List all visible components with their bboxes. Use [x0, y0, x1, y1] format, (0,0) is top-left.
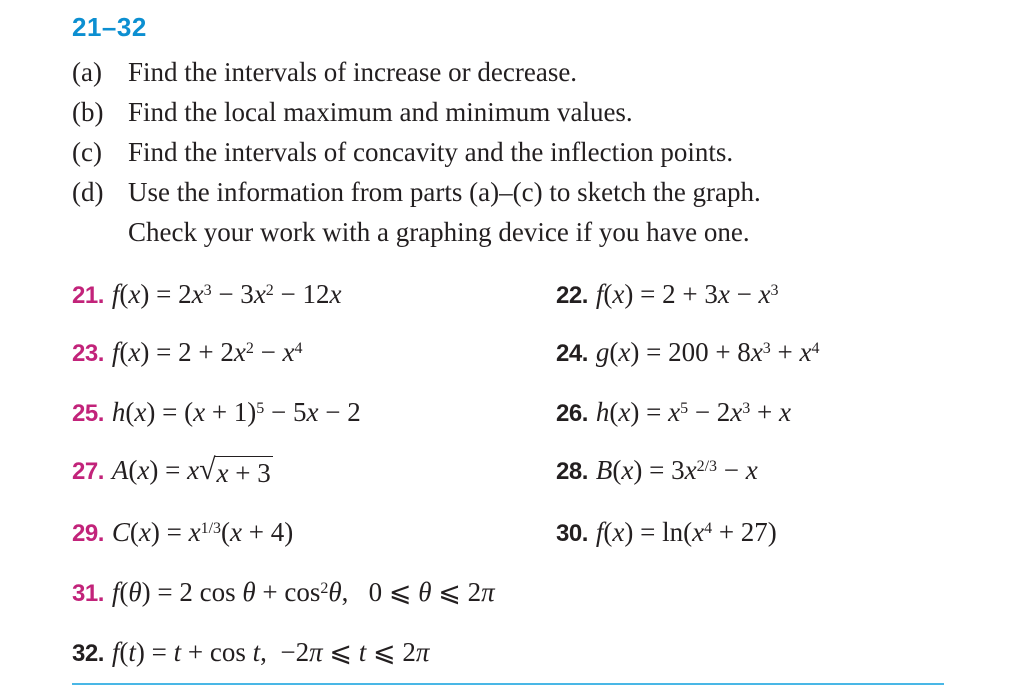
problem-expression: f(θ) = 2 $\cos \theta + \cos^2\theta$, 0 ⩽ θ ⩽ 2π	[111, 577, 495, 607]
instruction-label: (d)	[72, 177, 104, 207]
problem-number: 23.	[72, 340, 104, 367]
problem-number: 26.	[556, 400, 588, 427]
problem-expression: $f(x) = 2x^3 - 3x^2 - 12x$	[111, 279, 342, 309]
problem-24	[556, 332, 820, 374]
problem-expression: A(x) = x √ x + 3	[111, 453, 271, 488]
instruction-label: (b)	[72, 97, 104, 127]
problem-30	[556, 512, 777, 554]
instruction-d-continuation: Check your work with a graphing device if you have one.	[128, 217, 750, 247]
problem-number: 25.	[72, 400, 104, 427]
problem-expression: $C(x) = x^{1/3}(x + 4)$	[111, 517, 294, 547]
problem-21	[72, 274, 342, 316]
problem-expression: f(t) = t + cos t, −2π ⩽ t ⩽ 2π	[111, 637, 430, 667]
instruction-label: (c)	[72, 137, 102, 167]
problem-expression: $h(x) = (x + 1)^5 - 5x - 2$	[111, 397, 361, 427]
problem-expression: $g(x) = 200 + 8x^3 + x^4$	[595, 337, 820, 367]
instruction-text: Find the intervals of increase or decrease.	[128, 57, 578, 87]
problem-number: 31.	[72, 580, 104, 607]
problem-number: 29.	[72, 520, 104, 547]
problem-expression: $h(x) = x^5 - 2x^3 + x$	[595, 397, 791, 427]
problem-32	[72, 632, 429, 674]
problem-26	[556, 392, 791, 434]
problem-23	[72, 332, 303, 374]
problem-number: 22.	[556, 282, 588, 309]
instruction-text: Find the intervals of concavity and the inflection points.	[128, 137, 734, 167]
problem-31	[72, 572, 495, 614]
instruction-b	[72, 92, 633, 132]
problem-expression: $f(x) = 2 + 3x - x^3$	[595, 279, 779, 309]
problem-expression: $f(x) = \ln(x^4 + 27)$	[595, 517, 777, 547]
problem-25	[72, 392, 361, 434]
problem-expression: $f(x) = 2 + 2x^2 - x^4$	[111, 337, 303, 367]
instruction-text: Find the local maximum and minimum values.	[128, 97, 633, 127]
problem-28	[556, 450, 758, 492]
instruction-a	[72, 52, 577, 92]
instruction-d	[72, 172, 761, 212]
instruction-label: (a)	[72, 57, 102, 87]
problem-29	[72, 512, 293, 554]
section-heading: 21–32	[72, 12, 147, 42]
bottom-divider	[72, 683, 944, 685]
problem-number: 27.	[72, 458, 104, 485]
problem-number: 24.	[556, 340, 588, 367]
instruction-c	[72, 132, 733, 172]
problem-expression: $B(x) = 3x^{2/3} - x$	[595, 455, 758, 485]
problem-number: 28.	[556, 458, 588, 485]
problem-22	[556, 274, 779, 316]
problem-number: 32.	[72, 640, 104, 667]
problem-number: 21.	[72, 282, 104, 309]
problem-27	[72, 450, 273, 492]
problem-number: 30.	[556, 520, 588, 547]
instruction-text: Use the information from parts (a)–(c) to sketch the graph.	[128, 177, 761, 207]
